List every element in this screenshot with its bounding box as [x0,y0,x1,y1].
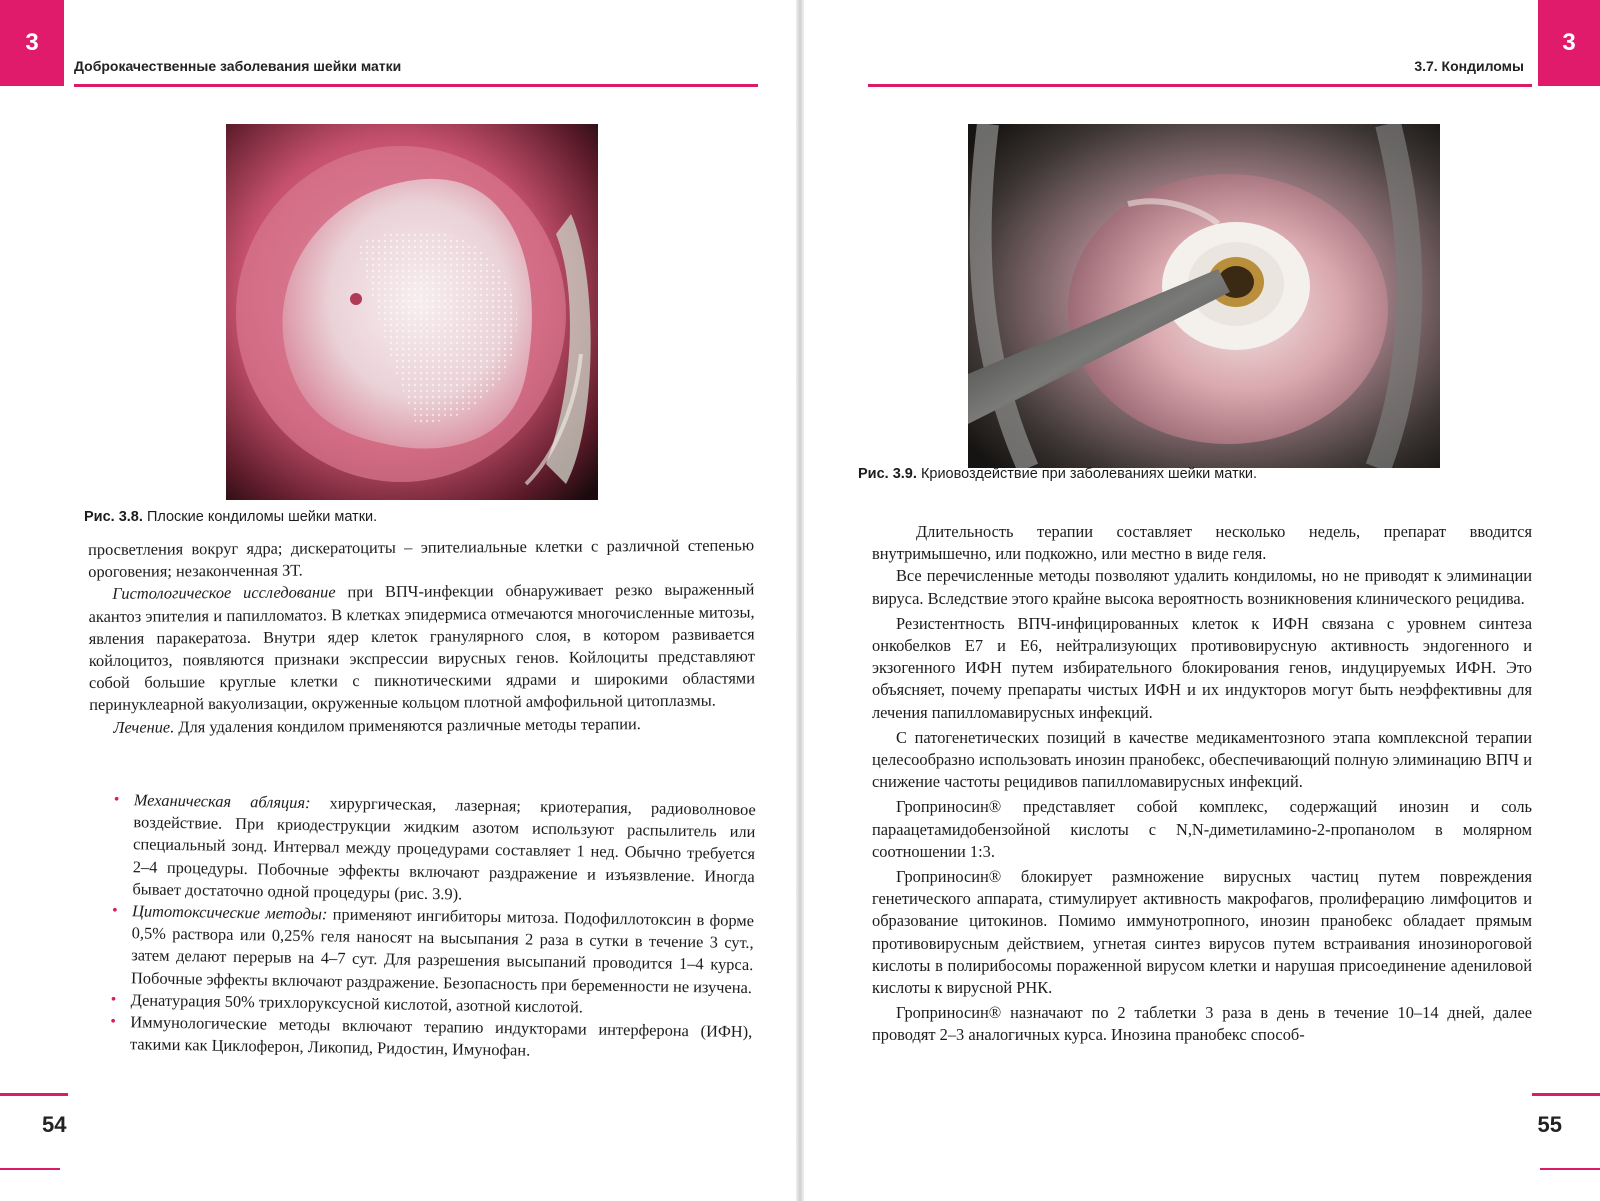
figure-caption [858,466,1257,482]
list-item [111,900,754,999]
paragraph: просветления вокруг ядра; дискератоциты – эпителиальные клетки с различной степенью ороговения; незаконченная ЗТ. [88,535,755,582]
list-item-text: Иммунологические методы включают терапию индукторами интерферона (ИФН), такими как Циклоферон, Ликопид, Ридостин, Имунофан. [129,1012,753,1060]
bullet-icon: • [110,1013,117,1031]
italic-lead: Гистологическое исследование [112,582,336,604]
figure-caption [84,509,377,525]
figure-photo [968,124,1440,468]
treatment-list [110,789,756,1065]
page-number: 54 [42,1112,67,1137]
list-item [110,1011,753,1065]
header-rule [868,84,1532,87]
list-item-lead: Цитотоксические методы: [131,901,328,924]
footer-rule [0,1093,68,1096]
footer-rule [1532,1093,1600,1096]
list-item-lead: Механическая абляция: [133,790,311,813]
page-number: 55 [1537,1112,1562,1137]
edge-rule [0,1168,60,1170]
bullet-icon: • [113,790,120,809]
paragraph [88,579,755,717]
chapter-tab: 3 [1538,0,1600,86]
figure-caption-text: Плоские кондиломы шейки матки. [146,509,378,525]
list-item-text: хирургическая, лазерная; криотерапия, радиоволновое воздействие. При криодеструкции жидким азотом используют распылитель или специальный зонд. Интервал между процедурами составляет 1 нед. Обычно требуется 2–4 процедуры. Побочные эффекты включают раздражение и изъязвление. Иногда бывает достаточно одной процедуры (рис. 3.9). [132,793,756,904]
list-item [112,789,756,910]
paragraph: Гроприносин® блокирует размножение вирусных частиц путем повреждения генетического аппарата, стимулирует активность макрофагов, пролиферацию лимфоцитов и образование цитокинов. Помимо иммунотропного, инозин пранобекс обладает прямым противовирусным действием, угнетая синтез вирусов путем встраивания инозинороговой кислоты в полирибосомы пораженной вирусом клетки и нарушая присоединение адениловой кислоты к вирусной РНК. [872,867,1532,998]
paragraph: Гроприносин® назначают по 2 таблетки 3 раза в день в течение 10–14 дней, далее проводят 2–3 аналогичных курса. Инозина пранобекс способ- [872,1003,1532,1045]
cryotherapy-photo-image [968,124,1440,468]
paragraph: Все перечисленные методы позволяют удалить кондиломы, но не приводят к элиминации вируса. Вследствие этого крайне высока вероятность возникновения клинического рецидива. [872,566,1532,608]
paragraph-text: Для удаления кондилом применяются различные методы терапии. [174,713,641,737]
header-rule [74,84,758,87]
paragraph: Резистентность ВПЧ-инфицированных клеток к ИФН связана с уровнем синтеза онкобелков E7 и E6, нейтрализующих противовирусную активность эндогенного и экзогенного ИФН путем избирательного блокирования генов, индуцируемых ИФН. Это объясняет, почему препараты чистых ИФН и их индукторов могут быть неэффективны для лечения папилломавирусных инфекций. [872,613,1532,722]
running-title: 3.7. Кондиломы [1414,58,1524,74]
edge-rule [1540,1168,1600,1170]
list-item-text: применяют ингибиторы митоза. Подофиллотоксин в форме 0,5% раствора или 0,25% геля наносят на высыпания 2 раза в сутки в течение 3 сут., затем делают перерыв на 4–7 сут. Для разрешения высыпаний проводится 1–4 курса. Побочные эффекты включают раздражение. Безопасность при беременности не изучена. [130,904,755,997]
bullet-icon: • [111,902,118,920]
list-item-text: Денатурация 50% трихлоруксусной кислотой, азотной кислотой. [130,990,584,1017]
paragraph: Гроприносин® представляет собой комплекс, содержащий инозин и соль параацетамидобензойной кислоты с N,N-диметиламино-2-пропанолом в молярном соотношении 1:3. [872,797,1532,861]
italic-lead: Лечение. [113,717,175,737]
paragraph [89,712,755,739]
right-page [804,0,1600,1201]
left-page [0,0,796,1201]
paragraph: Длительность терапии составляет несколько недель, препарат вводится внутримышечно, или подкожно, или местно в виде геля. [872,522,1532,564]
figure-photo [226,124,598,500]
left-body-text [88,534,755,738]
figure-caption-text: Криовоздействие при заболеваниях шейки матки. [920,466,1258,482]
right-body-text [872,521,1532,1047]
cervix-photo-image [226,124,598,500]
running-title: Доброкачественные заболевания шейки матки [74,58,402,74]
paragraph-text: при ВПЧ-инфекции обнаруживает резко выраженный акантоз эпителия и папилломатоз. В клетках эпидермиса отмечаются многочисленные митозы, явления паракератоза. Внутри ядер клеток гранулярного слоя, в котором развивается койлоцитоз, появляются признаки экспрессии вирусных генов. Койлоциты представляют собой большие круглые клетки с пикнотическими ядрами и широкими областями перинуклеарной вакуолизации, окруженные кольцом плотной амфофильной цитоплазмы. [88,579,756,715]
chapter-tab: 3 [0,0,64,86]
figure-label: Рис. 3.8. [84,509,143,525]
paragraph: С патогенетических позиций в качестве медикаментозного этапа комплексной терапии целесообразно использовать инозин пранобекс, обеспечивающий полную элиминацию ВПЧ и снижение частоты рецидивов папилломавирусных инфекций. [872,727,1532,792]
figure-label: Рис. 3.9. [858,466,917,482]
bullet-icon: • [110,990,117,1008]
